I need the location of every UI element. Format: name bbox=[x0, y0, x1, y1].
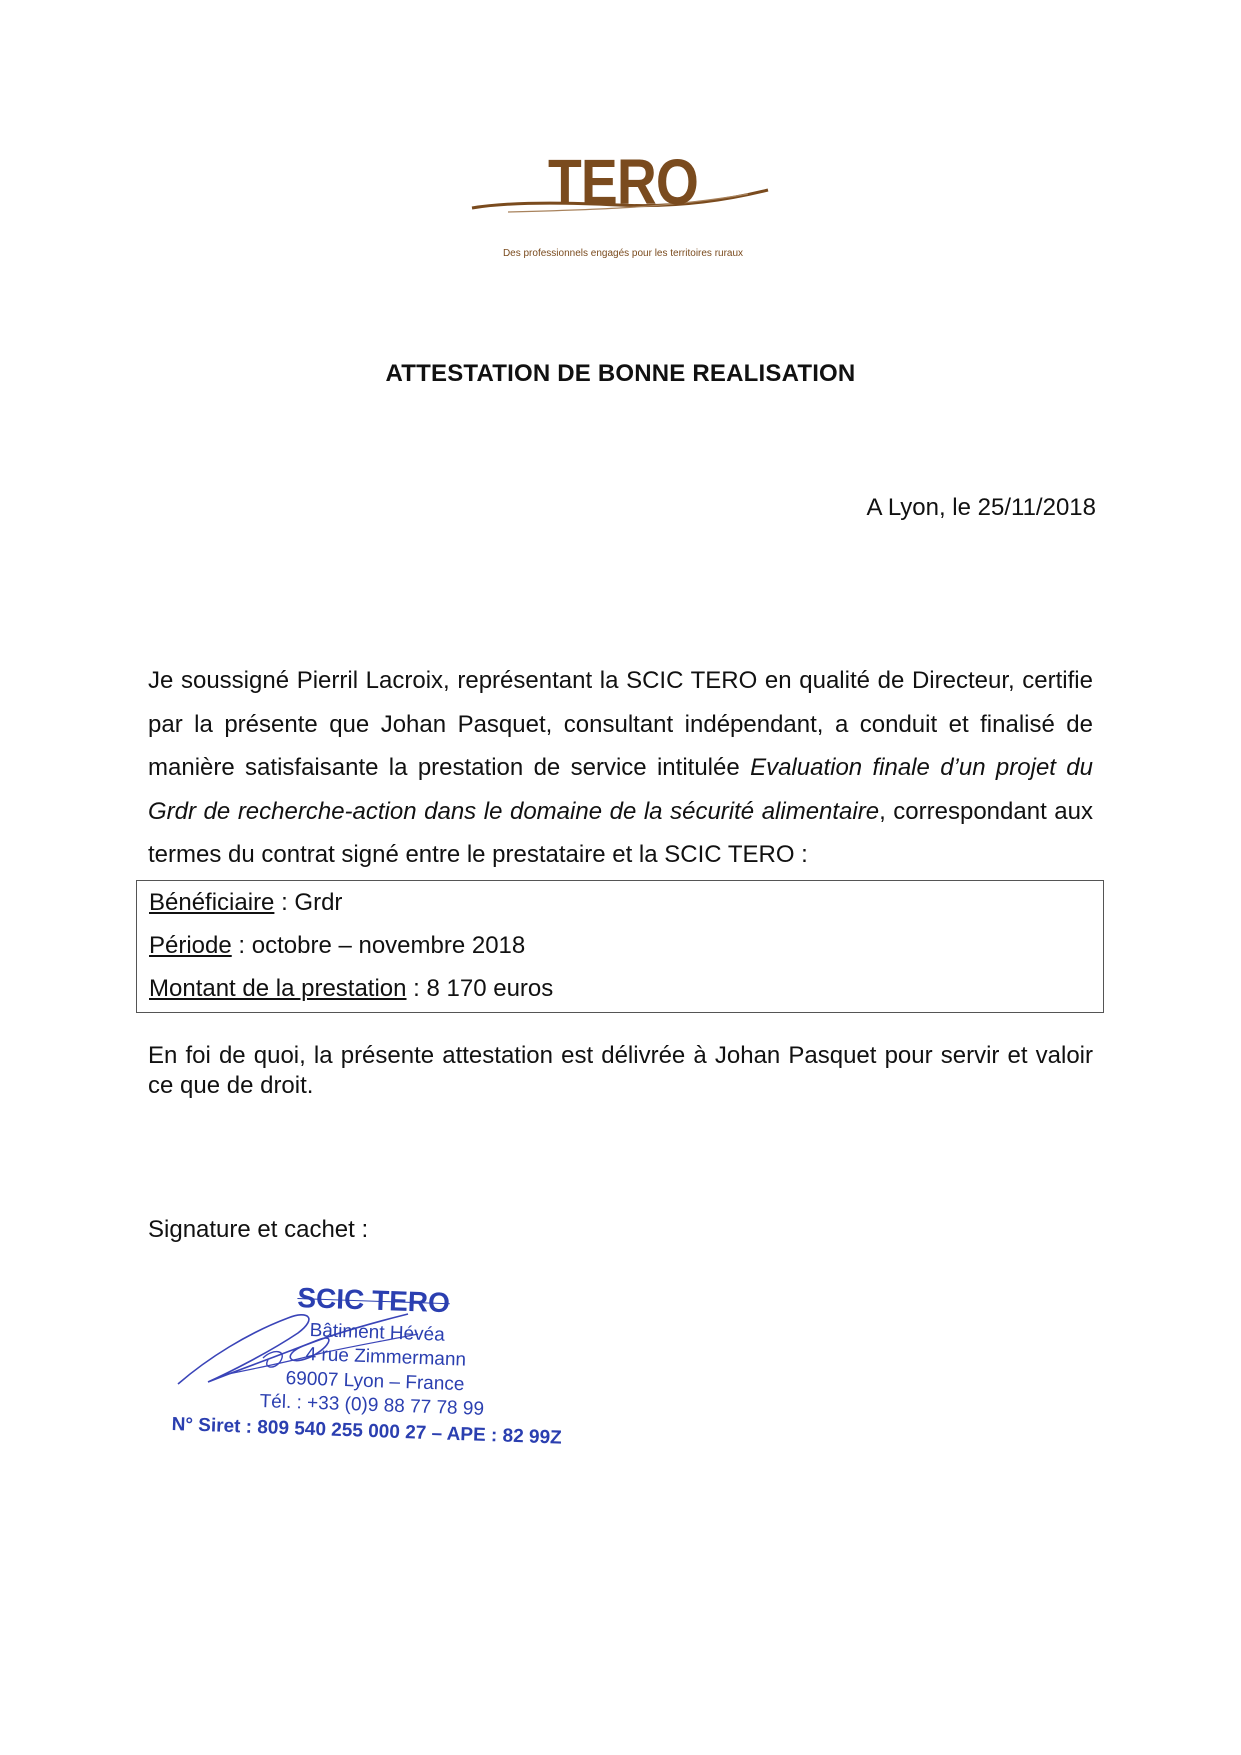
stamp-siret: N° Siret : 809 540 255 000 27 – APE : 82 99Z bbox=[171, 1414, 563, 1449]
tero-logo bbox=[468, 150, 778, 265]
logo-tagline: Des professionnels engagés pour les territoires ruraux bbox=[502, 248, 744, 259]
contract-details-box bbox=[136, 880, 1104, 1013]
detail-label: Bénéficiaire bbox=[149, 889, 275, 916]
company-stamp bbox=[168, 1278, 608, 1448]
document-title: ATTESTATION DE BONNE REALISATION bbox=[385, 360, 856, 387]
stamp-phone: Tél. : +33 (0)9 88 77 78 99 bbox=[259, 1391, 485, 1420]
signature-label: Signature et cachet : bbox=[148, 1216, 369, 1243]
detail-beneficiary bbox=[149, 889, 342, 917]
logo-wordmark: TERO bbox=[548, 150, 698, 218]
closing-paragraph: En foi de quoi, la présente attestation est délivrée à Johan Pasquet pour servir et valoir ce que de droit. bbox=[148, 1042, 1093, 1099]
detail-period bbox=[149, 932, 525, 960]
detail-value: : Grdr bbox=[274, 889, 343, 916]
stamp-title: SCIC TERO bbox=[296, 1282, 451, 1319]
service-title: Evaluation finale d’un projet du Grdr de recherche-action dans le domaine de la sécurité alimentaire bbox=[148, 754, 1094, 825]
detail-label: Période bbox=[149, 932, 232, 959]
place-and-date: A Lyon, le 25/11/2018 bbox=[866, 494, 1096, 521]
paragraph-text: Je soussigné Pierril Lacroix, représentant la SCIC TERO en qualité de Directeur, certifie par la présente que Johan Pasquet, consultant indépendant, a conduit et finalisé de manière satisfaisante la prestation de service intitulée bbox=[148, 667, 1093, 781]
detail-amount bbox=[149, 975, 553, 1003]
detail-label: Montant de la prestation bbox=[149, 975, 407, 1002]
certification-paragraph bbox=[148, 659, 1093, 877]
stamp-building: Bâtiment Hévéa bbox=[309, 1320, 446, 1346]
detail-value: : 8 170 euros bbox=[406, 975, 554, 1002]
paragraph-text-end: , correspondant aux termes du contrat signé entre le prestataire et la SCIC TERO : bbox=[148, 797, 1093, 868]
stamp-city: 69007 Lyon – France bbox=[285, 1368, 465, 1396]
stamp-street: 4 rue Zimmermann bbox=[305, 1344, 467, 1371]
detail-value: : octobre – novembre 2018 bbox=[231, 932, 526, 959]
logo-mark bbox=[468, 150, 778, 250]
